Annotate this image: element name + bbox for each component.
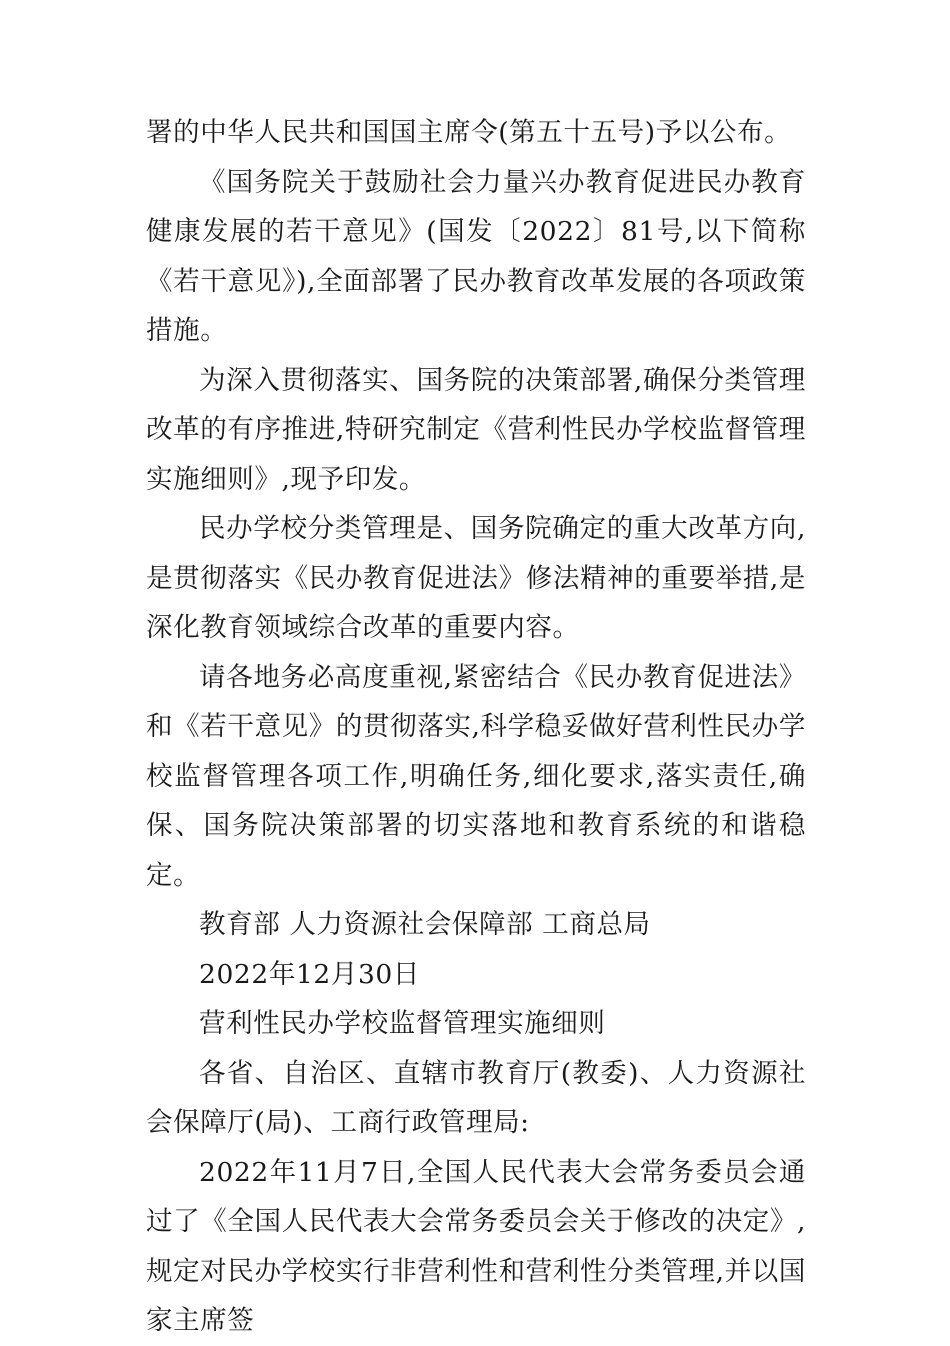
document-body <box>146 108 806 1346</box>
issuing-authorities: 教育部 人力资源社会保障部 工商总局 <box>199 909 651 940</box>
paragraph-requirements: 请各地务必高度重视,紧密结合《民办教育促进法》和《若干意见》的贯彻落实,科学稳妥做好营利性民办学校监督管理各项工作,明确任务,细化要求,落实责任,确保、国务院决策部署的切实落地和教育系统的和谐稳定。 <box>146 661 806 891</box>
paragraph-implementation-notice: 为深入贯彻落实、国务院的决策部署,确保分类管理改革的有序推进,特研究制定《营利性民办学校监督管理实施细则》,现予印发。 <box>146 364 806 495</box>
issue-date: 2022年12月30日 <box>199 958 420 990</box>
document-title: 营利性民办学校监督管理实施细则 <box>199 1008 606 1039</box>
paragraph-reform-direction: 民办学校分类管理是、国务院确定的重大改革方向,是贯彻落实《民办教育促进法》修法精神的重要举措,是深化教育领域综合改革的重要内容。 <box>146 513 806 643</box>
paragraph-state-council-opinions: 《国务院关于鼓励社会力量兴办教育促进民办教育健康发展的若干意见》(国发〔2022〕81号,以下简称《若干意见》),全面部署了民办教育改革发展的各项政策措施。 <box>146 166 806 346</box>
paragraph-continuation: 署的中华人民共和国国主席令(第五十五号)予以公布。 <box>146 117 792 148</box>
addressees: 各省、自治区、直辖市教育厅(教委)、人力资源社会保障厅(局)、工商行政管理局: <box>146 1057 806 1138</box>
paragraph-legislation-background: 2022年11月7日,全国人民代表大会常务委员会通过了《全国人民代表大会常务委员会关于修改的决定》,规定对民办学校实行非营利性和营利性分类管理,并以国家主席签 <box>146 1156 806 1336</box>
